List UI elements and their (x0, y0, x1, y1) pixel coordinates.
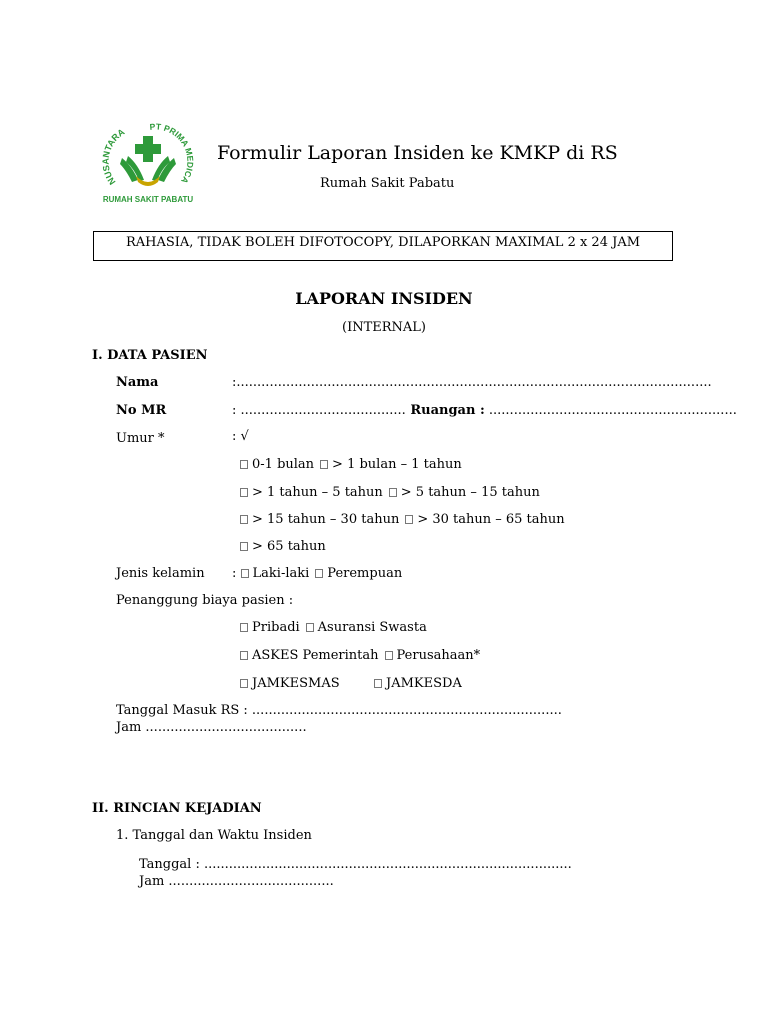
payer-option[interactable]: Asuransi Swasta (306, 620, 427, 635)
payer-option[interactable]: Perusahaan* (385, 648, 481, 663)
age-option-row (240, 512, 571, 527)
payer-option[interactable]: ASKES Pemerintah (240, 648, 379, 663)
penanggung-biaya-label: Penanggung biaya pasien : (116, 593, 294, 608)
nomr-label: No MR (116, 403, 167, 418)
payer-option[interactable]: Pribadi (240, 620, 300, 635)
confidential-notice: RAHASIA, TIDAK BOLEH DIFOTOCOPY, DILAPORKAN MAXIMAL 2 x 24 JAM (125, 235, 641, 250)
incident-time-field[interactable]: Jam ........................................ (139, 874, 334, 889)
age-option[interactable]: > 1 tahun – 5 tahun (240, 485, 383, 500)
hospital-logo (92, 118, 204, 210)
checkbox-icon (389, 488, 397, 497)
nama-label: Nama (116, 375, 159, 390)
age-option[interactable]: > 5 tahun – 15 tahun (389, 485, 540, 500)
checkbox-icon (405, 515, 413, 524)
checkbox-icon (240, 542, 248, 551)
ruangan-field[interactable]: ............................................................ (484, 403, 737, 418)
gender-option-male[interactable]: Laki-laki (241, 566, 310, 581)
umur-value: : √ (232, 429, 249, 444)
checkbox-icon (240, 488, 248, 497)
tanggal-masuk-field[interactable]: Tanggal Masuk RS : ........................................................................... (116, 703, 562, 718)
checkbox-icon (385, 651, 393, 660)
age-option-row (240, 539, 332, 554)
age-option[interactable]: 0-1 bulan (240, 457, 314, 472)
checkbox-icon (240, 460, 248, 469)
checkbox-icon (306, 623, 314, 632)
logo-arc-text-left: NUSANTARA (100, 126, 127, 187)
age-option[interactable]: > 1 bulan – 1 tahun (320, 457, 462, 472)
checkbox-icon (320, 460, 328, 469)
jenis-kelamin-label: Jenis kelamin (116, 566, 205, 581)
gender-row: : Laki-laki Perempuan (232, 566, 403, 581)
nama-field[interactable]: :................................................................................................................... (232, 375, 712, 390)
form-title: Formulir Laporan Insiden ke KMKP di RS (217, 142, 618, 164)
age-option[interactable]: > 15 tahun – 30 tahun (240, 512, 399, 527)
section-1-heading: I. DATA PASIEN (92, 348, 208, 363)
checkbox-icon (241, 569, 249, 578)
checkbox-icon (240, 515, 248, 524)
checkbox-icon (315, 569, 323, 578)
payer-option[interactable]: JAMKESMAS (240, 676, 340, 691)
ruangan-label: Ruangan : (405, 403, 485, 418)
checkbox-icon (240, 679, 248, 688)
logo-arc-text-right: PT PRIMA MEDICA (149, 121, 196, 186)
incident-date-field[interactable]: Tanggal : ......................................................................................... (139, 857, 572, 872)
age-option[interactable]: > 30 tahun – 65 tahun (405, 512, 564, 527)
gender-option-female[interactable]: Perempuan (315, 566, 402, 581)
age-option-row (240, 485, 546, 500)
checkbox-icon (240, 651, 248, 660)
hospital-name: Rumah Sakit Pabatu (320, 176, 455, 191)
report-title: LAPORAN INSIDEN (295, 289, 473, 308)
payer-option-row (240, 648, 486, 663)
confidential-notice-box (93, 231, 673, 261)
checkbox-icon (374, 679, 382, 688)
incident-datetime-label: 1. Tanggal dan Waktu Insiden (116, 828, 312, 843)
report-subtitle: (INTERNAL) (342, 320, 426, 335)
nomr-field[interactable]: : ........................................ (232, 403, 406, 418)
payer-option-row (240, 620, 433, 635)
jam-masuk-field[interactable]: Jam ....................................... (116, 720, 307, 735)
nomr-row (232, 403, 737, 418)
payer-option[interactable]: JAMKESDA (374, 676, 462, 691)
section-2-heading: II. RINCIAN KEJADIAN (92, 801, 262, 816)
age-option[interactable]: > 65 tahun (240, 539, 326, 554)
svg-text:NUSANTARA (101, 126, 127, 186)
logo-caption: RUMAH SAKIT PABATU (102, 195, 194, 204)
checkbox-icon (240, 623, 248, 632)
umur-label: Umur * (116, 431, 165, 446)
age-option-row (240, 457, 468, 472)
